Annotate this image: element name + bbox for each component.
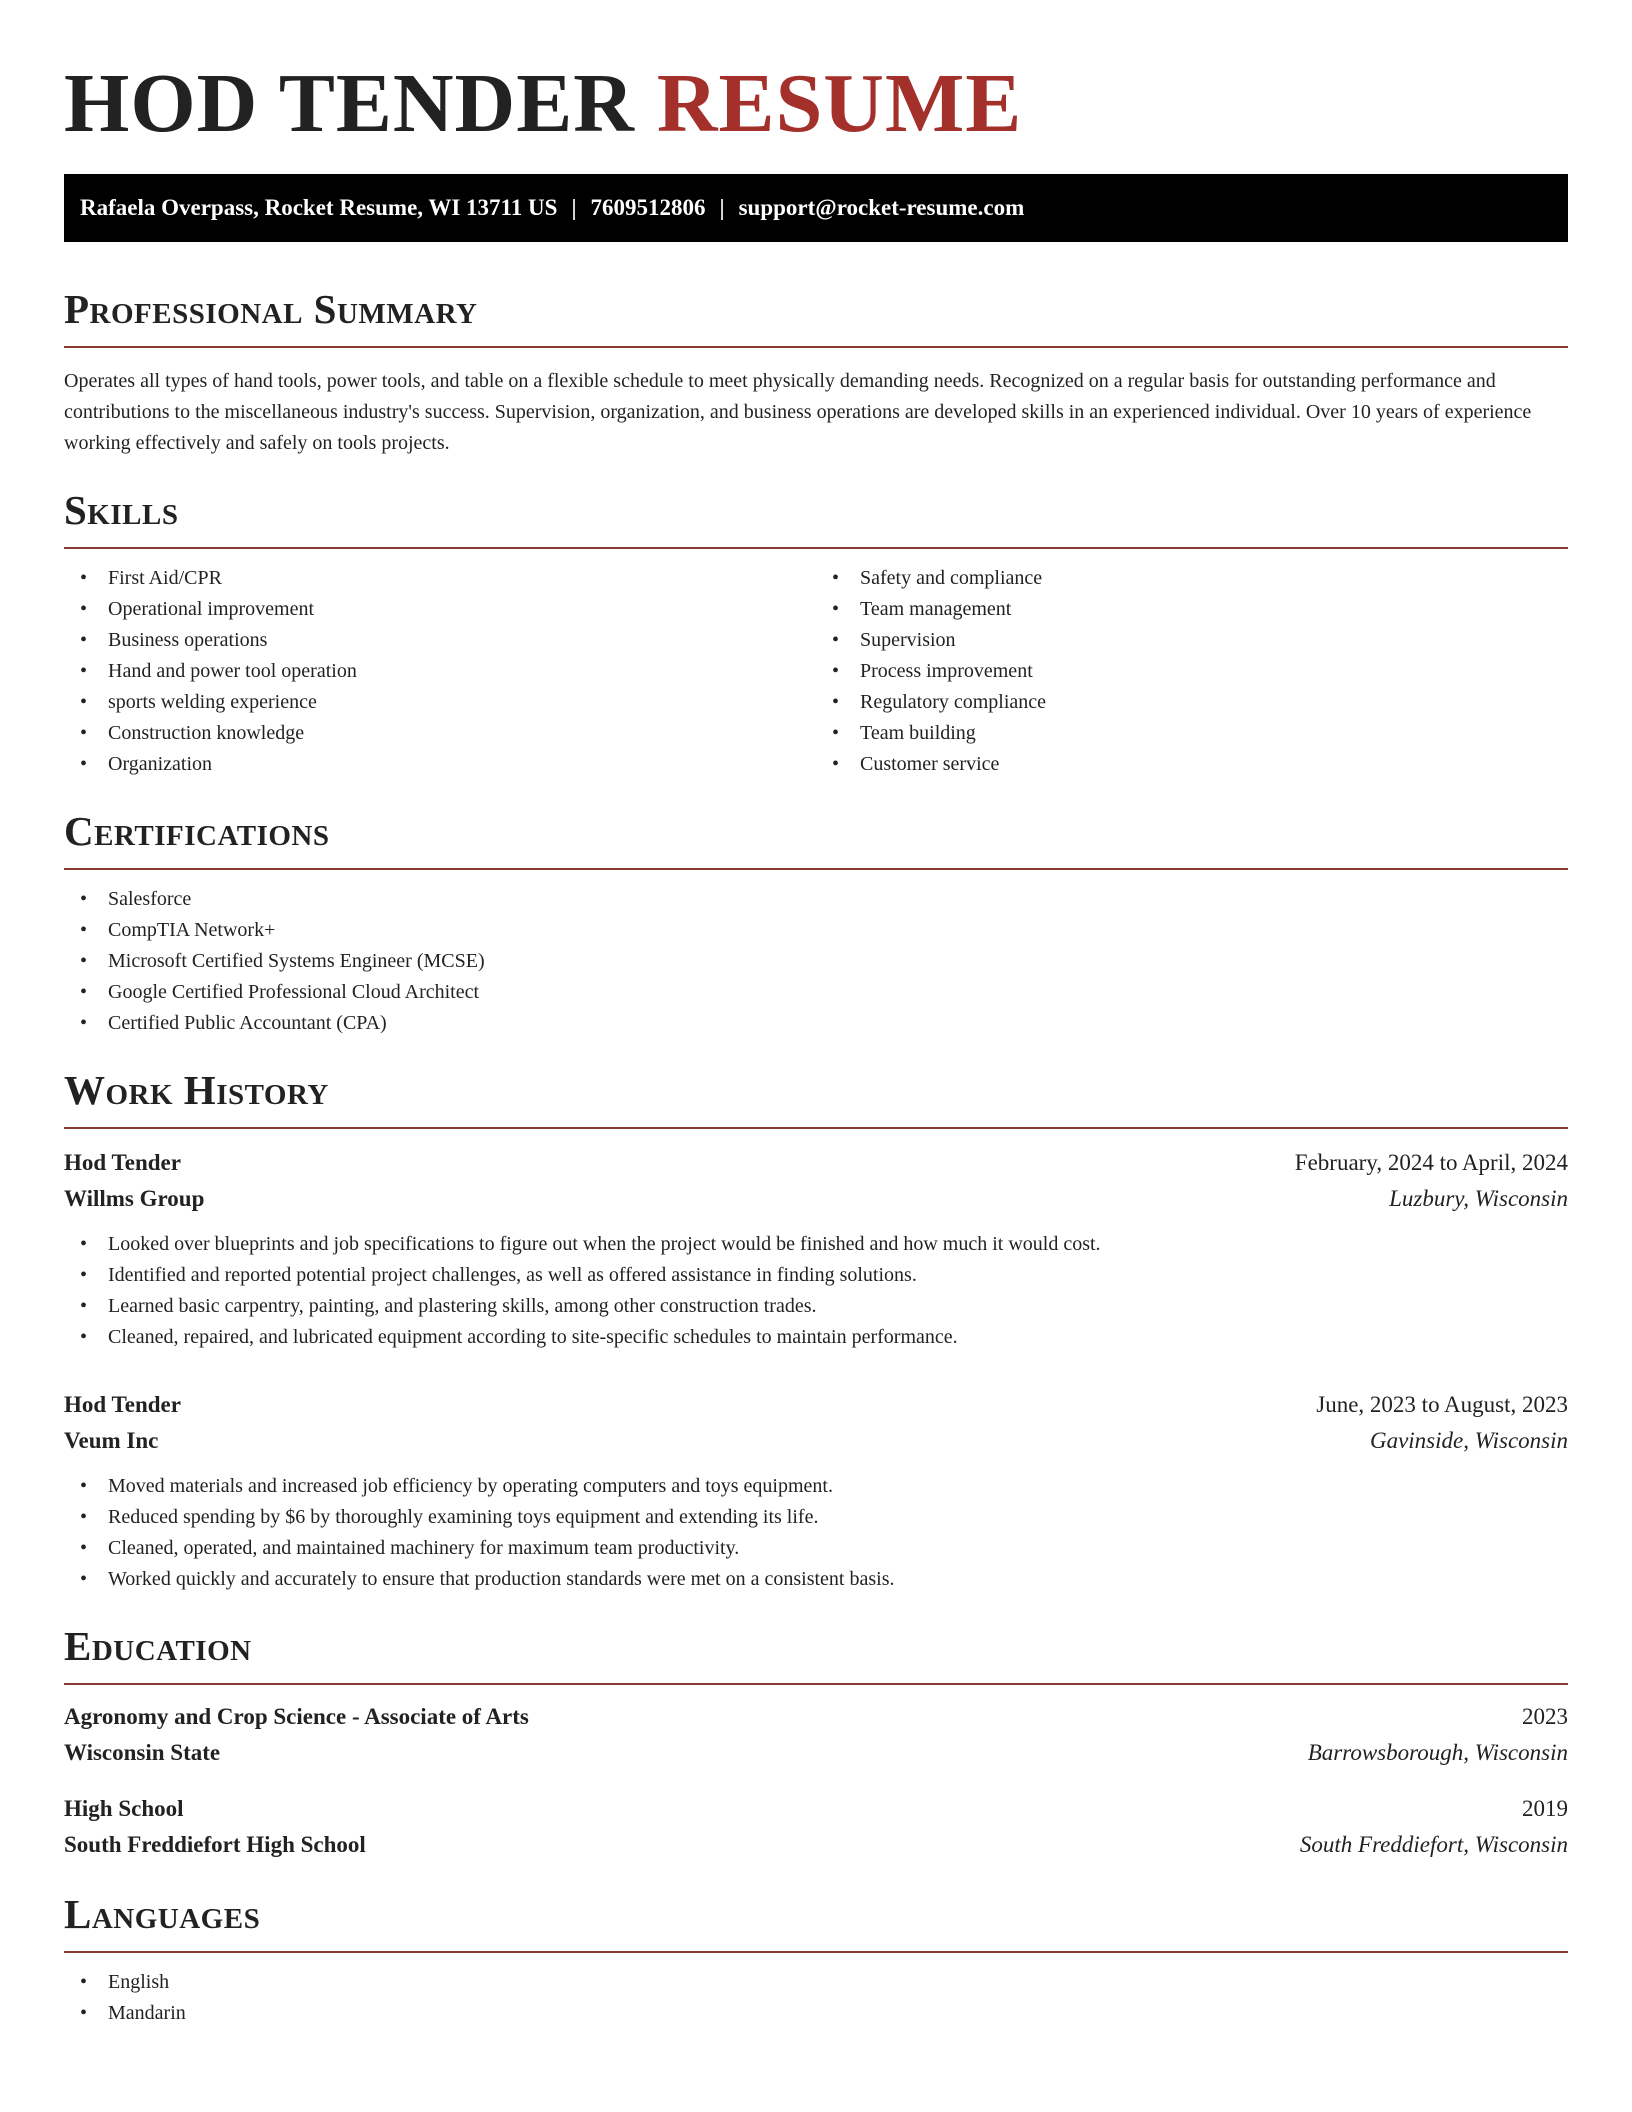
education-school: Wisconsin State	[64, 1740, 221, 1765]
education-section	[64, 1621, 1568, 1863]
summary-text: Operates all types of hand tools, power tools, and table on a flexible schedule to meet physically demanding needs. Recognized on a regular basis for outstanding performance and contributions to the miscellaneous industry's success. Supervision, organization, and business operations are developed skills in an experienced individual. Over 10 years of experience working effectively and safely on tools projects.	[64, 370, 1532, 454]
certifications-list	[64, 884, 1568, 1039]
resume-title	[64, 0, 1568, 162]
job-duty: • Worked quickly and accurately to ensure that production standards were met on a consistent basis.	[64, 1564, 1568, 1595]
job-title: Hod Tender	[64, 1392, 181, 1417]
job-location: Gavinside, Wisconsin	[1369, 1428, 1568, 1453]
job-duty: • Reduced spending by $6 by thoroughly examining toys equipment and extending its life.	[64, 1502, 1568, 1533]
certification-item: • Google Certified Professional Cloud Architect	[64, 977, 1568, 1008]
education-entry	[64, 1699, 1568, 1771]
job-dates: June, 2023 to August, 2023	[1316, 1392, 1568, 1417]
skill-item: • sports welding experience	[64, 687, 816, 718]
skills-list-right	[816, 563, 1568, 780]
certification-item: • Microsoft Certified Systems Engineer (MCSE)	[64, 946, 1568, 977]
job-duty: • Identified and reported potential project challenges, as well as offered assistance in finding solutions.	[64, 1260, 1568, 1291]
education-degree: High School	[64, 1796, 184, 1821]
education-location: South Freddiefort, Wisconsin	[1299, 1832, 1568, 1857]
skill-item: • Team building	[816, 718, 1568, 749]
education-heading: Education	[64, 1621, 1568, 1685]
language-item: • English	[64, 1967, 1568, 1998]
contact-address: Rafaela Overpass, Rocket Resume, WI 13711 US	[80, 195, 558, 220]
certifications-heading: Certifications	[64, 806, 1568, 870]
education-degree-row	[64, 1791, 1568, 1827]
skill-item: • Construction knowledge	[64, 718, 816, 749]
skills-list-left	[64, 563, 816, 780]
skills-columns	[64, 549, 1568, 780]
skills-section	[64, 485, 1568, 780]
contact-separator: |	[571, 195, 577, 220]
contact-phone: 7609512806	[590, 195, 706, 220]
skill-item: • Safety and compliance	[816, 563, 1568, 594]
skill-item: • Business operations	[64, 625, 816, 656]
education-location: Barrowsborough, Wisconsin	[1307, 1740, 1568, 1765]
job-duties-list	[64, 1471, 1568, 1595]
job-dates: February, 2024 to April, 2024	[1294, 1150, 1568, 1175]
certification-item: • Certified Public Accountant (CPA)	[64, 1008, 1568, 1039]
job-company-row	[64, 1181, 1568, 1217]
job-duties-list	[64, 1229, 1568, 1353]
languages-section	[64, 1889, 1568, 2029]
job-company-row	[64, 1423, 1568, 1459]
education-school-row	[64, 1827, 1568, 1863]
title-main: HOD TENDER	[64, 57, 635, 150]
job-company: Veum Inc	[64, 1428, 159, 1453]
job-title: Hod Tender	[64, 1150, 181, 1175]
education-year: 2023	[1522, 1704, 1568, 1729]
language-item: • Mandarin	[64, 1998, 1568, 2029]
skill-item: • Process improvement	[816, 656, 1568, 687]
job-duty: • Moved materials and increased job efficiency by operating computers and toys equipment.	[64, 1471, 1568, 1502]
job-entry	[64, 1387, 1568, 1595]
skill-item: • First Aid/CPR	[64, 563, 816, 594]
title-accent: RESUME	[656, 57, 1023, 150]
education-degree: Agronomy and Crop Science - Associate of Arts	[64, 1704, 529, 1729]
job-title-row	[64, 1387, 1568, 1423]
summary-heading: Professional Summary	[64, 284, 1568, 348]
skill-item: • Customer service	[816, 749, 1568, 780]
languages-heading: Languages	[64, 1889, 1568, 1953]
job-duty: • Looked over blueprints and job specifications to figure out when the project would be finished and how much it would cost.	[64, 1229, 1568, 1260]
languages-list	[64, 1967, 1568, 2029]
education-entry	[64, 1791, 1568, 1863]
contact-email: support@rocket-resume.com	[738, 195, 1025, 220]
job-duty: • Cleaned, operated, and maintained machinery for maximum team productivity.	[64, 1533, 1568, 1564]
work-history-heading: Work History	[64, 1065, 1568, 1129]
skill-item: • Supervision	[816, 625, 1568, 656]
skill-item: • Operational improvement	[64, 594, 816, 625]
skill-item: • Team management	[816, 594, 1568, 625]
contact-bar	[64, 174, 1568, 242]
job-duty: • Cleaned, repaired, and lubricated equipment according to site-specific schedules to maintain performance.	[64, 1322, 1568, 1353]
education-year: 2019	[1522, 1796, 1568, 1821]
contact-separator: |	[719, 195, 725, 220]
certifications-section	[64, 806, 1568, 1039]
certification-item: • Salesforce	[64, 884, 1568, 915]
certification-item: • CompTIA Network+	[64, 915, 1568, 946]
skill-item: • Regulatory compliance	[816, 687, 1568, 718]
job-company: Willms Group	[64, 1186, 205, 1211]
skills-heading: Skills	[64, 485, 1568, 549]
work-history-section	[64, 1065, 1568, 1595]
education-school: South Freddiefort High School	[64, 1832, 366, 1857]
job-location: Luzbury, Wisconsin	[1389, 1186, 1568, 1211]
job-entry	[64, 1145, 1568, 1353]
job-title-row	[64, 1145, 1568, 1181]
skill-item: • Hand and power tool operation	[64, 656, 816, 687]
job-duty: • Learned basic carpentry, painting, and plastering skills, among other construction trades.	[64, 1291, 1568, 1322]
skill-item: • Organization	[64, 749, 816, 780]
education-school-row	[64, 1735, 1568, 1771]
education-degree-row	[64, 1699, 1568, 1735]
